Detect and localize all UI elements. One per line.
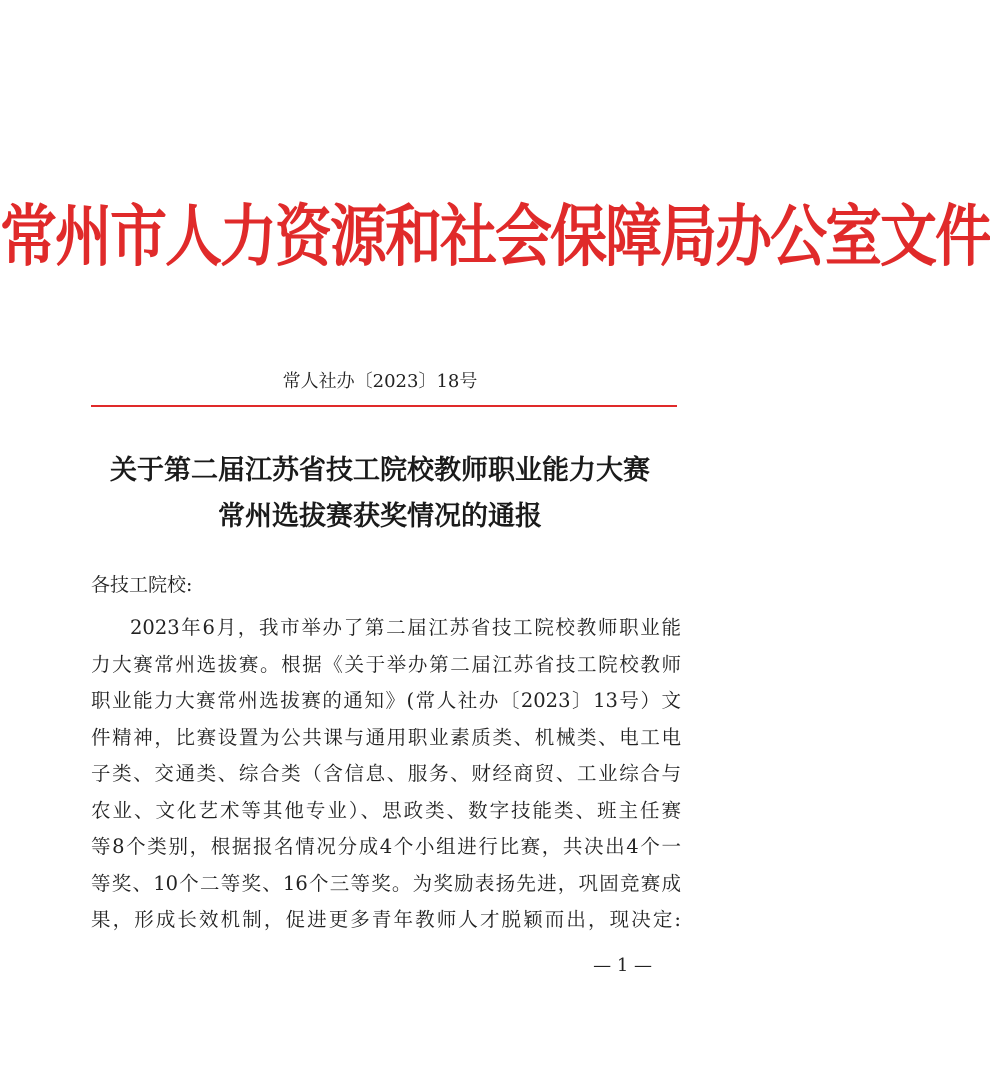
title-line-2: 常州选拔赛获奖情况的通报 [218,501,542,532]
body-paragraph [91,610,681,939]
body-line: 件精神，比赛设置为公共课与通用职业素质类、机械类、电工电 [91,725,681,749]
body-line: 子类、交通类、综合类（含信息、服务、财经商贸、工业综合与 [91,762,681,785]
red-divider-line [91,405,677,407]
salutation: 各技工院校: [91,574,193,596]
body-line: 职业能力大赛常州选拔赛的通知》(常人社办〔2023〕13号）文 [91,689,681,712]
document-title [40,448,720,540]
document-masthead: 常州市人力资源和社会保障局办公室文件 [0,197,990,277]
body-line: 2023年6月，我市举办了第二届江苏省技工院校教师职业能 [130,616,681,639]
body-line: 等8个类别，根据报名情况分成4个小组进行比赛，共决出4个一 [91,835,681,858]
body-line: 果，形成长效机制，促进更多青年教师人才脱颖而出，现决定: [91,908,681,931]
title-line-1: 关于第二届江苏省技工院校教师职业能力大赛 [110,455,650,486]
body-line: 农业、文化艺术等其他专业）、思政类、数字技能类、班主任赛 [91,798,681,822]
body-line: 等奖、10个二等奖、16个三等奖。为奖励表扬先进，巩固竞赛成 [91,871,681,895]
document-number: 常人社办〔2023〕18号 [282,371,478,392]
page-number: — 1 — [593,955,652,976]
body-line: 力大赛常州选拔赛。根据《关于举办第二届江苏省技工院校教师 [91,652,681,676]
